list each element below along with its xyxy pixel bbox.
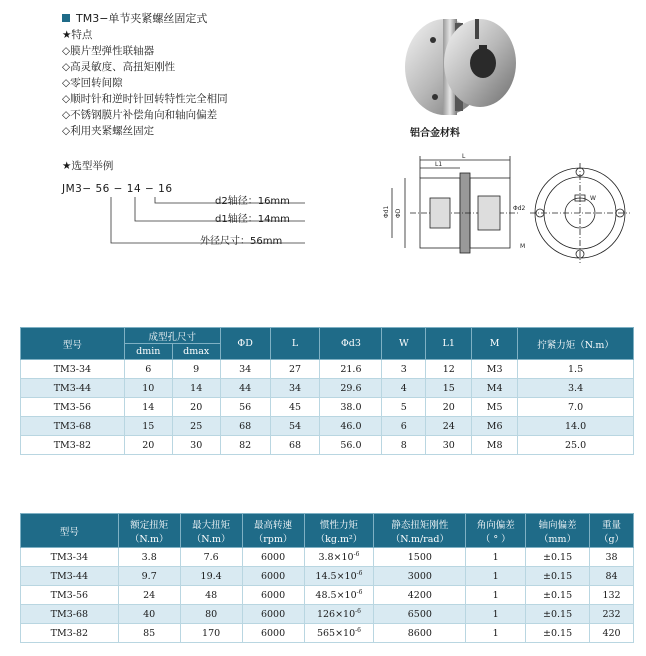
table-cell: 45	[270, 398, 320, 417]
table-row	[21, 379, 634, 398]
table-cell: 5	[382, 398, 426, 417]
table-cell: 34	[270, 379, 320, 398]
table-cell: 25	[172, 417, 220, 436]
header-unit: （kg.m²）	[315, 533, 363, 545]
header-line: 重量	[602, 519, 622, 531]
inertia-mantissa: 565×10	[316, 628, 356, 640]
table-cell: 20	[124, 436, 172, 455]
col-header-weight	[590, 514, 634, 548]
dimension-table	[20, 327, 634, 455]
inertia-exponent: -6	[356, 588, 363, 596]
table-cell: 56	[220, 398, 270, 417]
table-cell: 6	[124, 360, 172, 379]
table-cell: ±0.15	[526, 567, 590, 586]
table-cell: 20	[172, 398, 220, 417]
col-header-rated-torque	[118, 514, 180, 548]
example-label-od: 外径尺寸：56mm	[200, 236, 283, 247]
header-line: 最高转速	[254, 519, 293, 531]
inertia-exponent: -6	[355, 607, 361, 615]
inertia-exponent: -6	[353, 550, 360, 558]
coupling-photo	[375, 5, 535, 125]
table-row	[21, 605, 634, 624]
inertia-mantissa: 126×10	[316, 609, 356, 621]
header-unit: （N.m/rad）	[390, 533, 449, 545]
example-title: ★选型举例	[62, 160, 114, 172]
table-cell: 1	[466, 624, 526, 643]
table-row	[21, 567, 634, 586]
header-line: 额定扭矩	[130, 519, 169, 531]
inertia-exponent: -6	[355, 626, 361, 634]
table-cell: TM3-56	[21, 398, 125, 417]
table-cell: M8	[472, 436, 518, 455]
heading-square-icon	[62, 14, 70, 22]
header-unit: （mm）	[539, 533, 577, 545]
header-unit: （ ° ）	[480, 533, 511, 545]
drawing-label-d2: Φd2	[513, 205, 526, 212]
table-cell: 1	[466, 605, 526, 624]
table-cell: 84	[590, 567, 634, 586]
table-cell: 8600	[374, 624, 466, 643]
col-header-model	[21, 514, 119, 548]
col-header-W: W	[382, 328, 426, 360]
section-heading	[62, 10, 207, 26]
header-unit: （N.m）	[191, 533, 231, 545]
col-header-inertia	[304, 514, 374, 548]
table-cell: 19.4	[180, 567, 242, 586]
table-cell: 30	[172, 436, 220, 455]
table-cell	[304, 567, 374, 586]
table-cell: 38	[590, 548, 634, 567]
col-header-stiffness	[374, 514, 466, 548]
table-cell: ±0.15	[526, 548, 590, 567]
heading-text: TM3−单节夹紧螺丝固定式	[76, 12, 208, 25]
table-cell: 1	[466, 567, 526, 586]
table-cell: ±0.15	[526, 586, 590, 605]
header-line: 惯性力矩	[319, 519, 358, 531]
header-line: 最大扭矩	[192, 519, 231, 531]
inertia-mantissa: 48.5×10	[315, 590, 357, 602]
table-cell: TM3-68	[21, 605, 119, 624]
header-unit: （g）	[598, 533, 625, 545]
table-cell: TM3-34	[21, 548, 119, 567]
inertia-exponent: -6	[356, 569, 363, 577]
col-header-M: M	[472, 328, 518, 360]
col-header-axial-misalignment	[526, 514, 590, 548]
table-cell: 6000	[242, 605, 304, 624]
table-cell: 14.0	[518, 417, 634, 436]
feature-item: ◇零回转间隙	[62, 77, 123, 89]
col-header-L: L	[270, 328, 320, 360]
table-cell: 4	[382, 379, 426, 398]
table-cell: 3.4	[518, 379, 634, 398]
col-header-max-speed	[242, 514, 304, 548]
col-header-L1: L1	[426, 328, 472, 360]
drawing-label-L: L	[462, 153, 466, 160]
table-cell: 80	[180, 605, 242, 624]
table-row	[21, 586, 634, 605]
table-cell: 25.0	[518, 436, 634, 455]
table-cell: M5	[472, 398, 518, 417]
drawing-label-M: M	[520, 243, 526, 250]
table-cell: TM3-56	[21, 586, 119, 605]
table-cell: TM3-44	[21, 379, 125, 398]
table-cell: 1500	[374, 548, 466, 567]
table-cell: M6	[472, 417, 518, 436]
table-row	[21, 360, 634, 379]
table-cell: 6000	[242, 586, 304, 605]
features-list	[62, 27, 228, 139]
col-header-model: 型号	[21, 328, 125, 360]
table-cell	[304, 548, 374, 567]
col-header-d3: Φd3	[320, 328, 382, 360]
table-cell: 24	[118, 586, 180, 605]
feature-item: ◇高灵敏度、高扭矩刚性	[62, 61, 176, 73]
col-header-dmin: dmin	[124, 344, 172, 360]
table-cell: 1	[466, 548, 526, 567]
features-title: ★特点	[62, 29, 93, 41]
table-cell: 170	[180, 624, 242, 643]
table-cell: 1	[466, 586, 526, 605]
table-cell: 68	[220, 417, 270, 436]
example-label-d2: d2轴径：16mm	[215, 196, 290, 207]
header-line: 角向偏差	[476, 519, 515, 531]
header-line: 轴向偏差	[538, 519, 577, 531]
table-row	[21, 548, 634, 567]
table-cell: 232	[590, 605, 634, 624]
table-cell: 14	[172, 379, 220, 398]
table-cell: 3.8	[118, 548, 180, 567]
table-cell: TM3-44	[21, 567, 119, 586]
col-header-torque: 拧紧力矩（N.m）	[518, 328, 634, 360]
table-cell: 420	[590, 624, 634, 643]
table-row	[21, 624, 634, 643]
table-cell: ±0.15	[526, 624, 590, 643]
table-cell	[304, 605, 374, 624]
table-cell: 7.0	[518, 398, 634, 417]
table-cell: 14	[124, 398, 172, 417]
drawing-label-W: W	[590, 195, 596, 202]
table-cell: 9	[172, 360, 220, 379]
table-cell: 30	[426, 436, 472, 455]
performance-table	[20, 513, 634, 643]
table-cell: 3000	[374, 567, 466, 586]
table-cell: 38.0	[320, 398, 382, 417]
technical-drawing	[380, 148, 630, 268]
table-cell: 15	[426, 379, 472, 398]
drawing-label-D: ΦD	[395, 208, 402, 218]
col-header-dmax: dmax	[172, 344, 220, 360]
table-cell: 46.0	[320, 417, 382, 436]
table-cell: 54	[270, 417, 320, 436]
table-cell: TM3-82	[21, 624, 119, 643]
table-cell: 6000	[242, 548, 304, 567]
feature-item: ◇利用夹紧螺丝固定	[62, 125, 155, 137]
col-header-angular-misalignment	[466, 514, 526, 548]
table-cell: 8	[382, 436, 426, 455]
table-cell: M3	[472, 360, 518, 379]
table-cell: 44	[220, 379, 270, 398]
table-cell: 1.5	[518, 360, 634, 379]
header-line: 型号	[59, 526, 79, 538]
table-cell: 48	[180, 586, 242, 605]
table-cell: 82	[220, 436, 270, 455]
col-header-D: ΦD	[220, 328, 270, 360]
table-cell: 7.6	[180, 548, 242, 567]
header-unit: （rpm）	[253, 533, 293, 545]
table-row	[21, 398, 634, 417]
table-cell: 6000	[242, 567, 304, 586]
table-cell: 6500	[374, 605, 466, 624]
material-label: 铝合金材料	[410, 128, 460, 139]
table-cell: 132	[590, 586, 634, 605]
example-code: JM3− 56 − 14 − 16	[62, 183, 173, 195]
feature-item: ◇膜片型弹性联轴器	[62, 45, 155, 57]
table-cell: M4	[472, 379, 518, 398]
example-label-d1: d1轴径：14mm	[215, 214, 290, 225]
table-cell: 29.6	[320, 379, 382, 398]
table-cell: 34	[220, 360, 270, 379]
table-cell: TM3-34	[21, 360, 125, 379]
table-cell: 15	[124, 417, 172, 436]
table-cell: 6000	[242, 624, 304, 643]
table-row	[21, 436, 634, 455]
drawing-label-d1: Φd1	[383, 205, 390, 218]
table-cell: 68	[270, 436, 320, 455]
col-header-max-torque	[180, 514, 242, 548]
table-cell: ±0.15	[526, 605, 590, 624]
table-cell: TM3-82	[21, 436, 125, 455]
table-cell: 6	[382, 417, 426, 436]
table-cell: 27	[270, 360, 320, 379]
feature-item: ◇不锈钢膜片补偿角向和轴向偏差	[62, 109, 218, 121]
header-line: 静态扭矩刚性	[391, 519, 449, 531]
feature-item: ◇顺时针和逆时针回转特性完全相同	[62, 93, 228, 105]
table-cell	[304, 624, 374, 643]
table-cell: 9.7	[118, 567, 180, 586]
table-cell: 12	[426, 360, 472, 379]
inertia-mantissa: 3.8×10	[318, 552, 354, 564]
inertia-mantissa: 14.5×10	[315, 571, 357, 583]
table-cell: 21.6	[320, 360, 382, 379]
table-cell: 3	[382, 360, 426, 379]
header-unit: （N.m）	[129, 533, 169, 545]
drawing-label-L1: L1	[435, 161, 443, 168]
table-cell: 85	[118, 624, 180, 643]
col-header-bore-size: 成型孔尺寸	[124, 328, 220, 344]
table-cell: 20	[426, 398, 472, 417]
table-cell	[304, 586, 374, 605]
table-cell: TM3-68	[21, 417, 125, 436]
table-cell: 10	[124, 379, 172, 398]
table-cell: 56.0	[320, 436, 382, 455]
table-cell: 4200	[374, 586, 466, 605]
table-cell: 40	[118, 605, 180, 624]
table-row	[21, 417, 634, 436]
table-cell: 24	[426, 417, 472, 436]
